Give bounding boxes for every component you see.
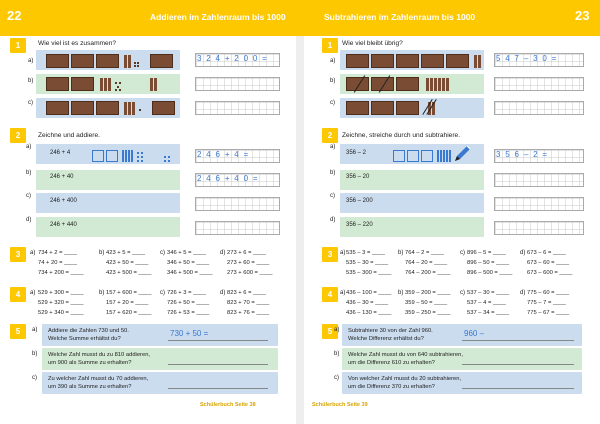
page-title-right: Subtrahieren im Zahlenraum bis 1000	[324, 12, 476, 22]
pen-icon	[452, 144, 472, 164]
answer-line[interactable]	[168, 364, 268, 365]
task-3b-label: b)	[99, 250, 105, 256]
task-4c-problems: 537 – 30 = ____ 537 – 4 = ____ 537 – 34 = ____	[467, 290, 510, 316]
page-number-right: 23	[575, 8, 590, 23]
book-gutter	[296, 36, 304, 424]
task-4a-problems: 529 + 300 = ____ 529 + 320 = ____ 529 + 340 = ____	[38, 290, 84, 316]
drawn-ten	[128, 150, 130, 162]
task-3d-problems: 273 + 6 = ____ 273 + 60 = ____ 273 + 600 = ____	[227, 250, 273, 276]
handwritten-answer: 960 –	[464, 329, 485, 338]
task-4-number: 4	[322, 287, 338, 302]
task-4c-problems: 726 + 3 = ____ 726 + 50 = ____ 726 + 53 = ____	[167, 290, 210, 316]
answer-line[interactable]	[462, 340, 574, 341]
task-5c-label: c)	[334, 375, 339, 381]
hundred-plate	[71, 101, 94, 115]
task-4a-label: a)	[340, 290, 346, 296]
handwritten-answer: 3 5 6 – 2 =	[496, 150, 549, 159]
task-4b-label: b)	[99, 290, 105, 296]
answer-grid[interactable]	[195, 221, 280, 235]
hundred-plate	[71, 77, 94, 91]
task-2d-expression: 356 – 220	[346, 222, 373, 228]
drawn-hundred	[421, 150, 433, 162]
answer-grid[interactable]	[195, 197, 280, 211]
hundred-plate	[152, 101, 175, 115]
drawn-hundred	[92, 150, 104, 162]
unit-cube	[137, 65, 139, 67]
hundred-plate	[396, 101, 419, 115]
drawn-ten	[125, 150, 127, 162]
task-3a-label: a)	[30, 250, 36, 256]
task-5c-label: c)	[32, 375, 37, 381]
task-5a-label: a)	[334, 327, 340, 333]
hundred-plate	[46, 101, 69, 115]
unit-cube	[139, 109, 141, 111]
task-2b-label: b)	[26, 170, 32, 176]
unit-cube	[115, 82, 117, 84]
unit-cube	[115, 89, 117, 91]
task-5a-text: Addiere die Zahlen 730 und 50. Welche Summe erhältst du?	[48, 328, 129, 342]
task-3c-label: c)	[160, 250, 165, 256]
hundred-plate	[150, 54, 173, 68]
ten-stick	[442, 78, 445, 91]
ten-stick	[108, 78, 111, 91]
ten-stick	[124, 102, 127, 115]
task-1b-label: b)	[330, 78, 336, 84]
hundred-plate	[396, 77, 419, 91]
drawn-ten	[449, 150, 451, 162]
task-3c-problems: 346 + 5 = ____ 346 + 50 = ____ 346 + 500 = ____	[167, 250, 213, 276]
ten-stick	[100, 78, 103, 91]
ten-stick	[128, 55, 131, 68]
hundred-plate	[446, 54, 469, 68]
task-4d-label: d)	[520, 290, 526, 296]
task-3d-label: d)	[520, 250, 526, 256]
task-3d-problems: 673 – 6 = ____ 673 – 60 = ____ 673 – 600 = ____	[527, 250, 573, 276]
answer-grid[interactable]	[494, 77, 584, 91]
drawn-ten	[131, 150, 133, 162]
answer-line[interactable]	[462, 388, 574, 389]
task-4d-label: d)	[220, 290, 226, 296]
task-2d-expression: 246 + 440	[50, 222, 77, 228]
ten-stick	[150, 78, 153, 91]
task-2b-row	[36, 170, 180, 190]
drawn-unit	[164, 156, 166, 158]
answer-line[interactable]	[168, 388, 268, 389]
header-bar	[0, 0, 600, 36]
ten-stick	[128, 102, 131, 115]
unit-cube	[134, 65, 136, 67]
ten-stick	[132, 102, 135, 115]
drawn-unit	[168, 160, 170, 162]
ten-stick	[446, 78, 449, 91]
task-3-number: 3	[10, 247, 26, 262]
task-5b-label: b)	[32, 351, 38, 357]
task-3a-problems: 734 + 2 = ____ 74 + 20 = ____ 734 + 200 = ____	[38, 250, 84, 276]
task-1-question: Wie viel bleibt übrig?	[342, 40, 403, 47]
task-1-number: 1	[322, 38, 338, 53]
task-5-number: 5	[10, 324, 26, 339]
page-title-left: Addieren im Zahlenraum bis 1000	[150, 12, 286, 22]
task-5c-text: Zu welcher Zahl musst du 70 addieren, um 390 als Summe zu erhalten?	[48, 376, 149, 390]
hundred-plate	[371, 54, 394, 68]
task-1b-label: b)	[28, 78, 34, 84]
task-4d-problems: 823 + 6 = ____ 823 + 70 = ____ 823 + 76 = ____	[227, 290, 270, 316]
handwritten-answer: 730 + 50 =	[170, 329, 209, 338]
ten-stick	[434, 78, 437, 91]
hundred-plate	[96, 101, 119, 115]
drawn-hundred	[106, 150, 118, 162]
handwritten-answer: 5 4 7 – 3 0 =	[496, 54, 558, 63]
task-3b-problems: 764 – 2 = ____ 764 – 20 = ____ 764 – 200 = ____	[405, 250, 451, 276]
task-4a-problems: 436 – 100 = ____ 436 – 30 = ____ 436 – 130 = ____	[346, 290, 392, 316]
drawn-hundred	[393, 150, 405, 162]
task-2-number: 2	[10, 128, 26, 143]
task-3c-problems: 896 – 5 = ____ 896 – 50 = ____ 896 – 500 = ____	[467, 250, 513, 276]
task-2d-label: d)	[330, 217, 336, 223]
task-4c-label: c)	[460, 290, 465, 296]
task-1c-label: c)	[28, 100, 33, 106]
hundred-plate	[371, 101, 394, 115]
hundred-plate	[46, 54, 69, 68]
task-3-number: 3	[322, 247, 338, 262]
task-2b-label: b)	[330, 170, 336, 176]
answer-grid[interactable]	[494, 101, 584, 115]
task-2d-label: d)	[26, 217, 32, 223]
hundred-plate	[346, 54, 369, 68]
answer-line[interactable]	[462, 364, 574, 365]
task-1a-label: a)	[28, 58, 34, 64]
task-2c-expression: 246 + 400	[50, 198, 77, 204]
task-1-question: Wie viel ist es zusammen?	[38, 40, 117, 47]
task-5c-text: Von welcher Zahl musst du 20 subtrahieren, um die Differenz 370 zu erhalten?	[348, 376, 462, 390]
drawn-unit	[137, 152, 139, 154]
ten-stick	[104, 78, 107, 91]
drawn-unit	[168, 156, 170, 158]
drawn-unit	[137, 156, 139, 158]
answer-grid[interactable]	[494, 173, 584, 187]
unit-cube	[117, 86, 119, 88]
task-3a-problems: 535 – 3 = ____ 535 – 30 = ____ 535 – 300 = ____	[346, 250, 392, 276]
task-4b-problems: 157 + 600 = ____ 157 + 20 = ____ 157 + 620 = ____	[106, 290, 152, 316]
task-4b-label: b)	[398, 290, 404, 296]
task-2b-expression: 246 + 40	[50, 174, 74, 180]
drawn-unit	[164, 160, 166, 162]
task-2a-label: a)	[330, 144, 336, 150]
ten-stick	[438, 78, 441, 91]
footer-reference: Schülerbuch Seite 39	[312, 402, 368, 408]
ten-stick	[154, 78, 157, 91]
task-3c-label: c)	[460, 250, 465, 256]
task-3b-problems: 423 + 5 = ____ 423 + 50 = ____ 423 + 500 = ____	[106, 250, 152, 276]
answer-grid[interactable]	[494, 221, 584, 235]
hundred-plate	[396, 54, 419, 68]
unit-cube	[119, 89, 121, 91]
ten-stick	[426, 78, 429, 91]
handwritten-answer: 3 2 4 + 2 0 0 =	[197, 54, 269, 63]
task-2-number: 2	[322, 128, 338, 143]
task-2-question: Zeichne, streiche durch und subtrahiere.	[342, 132, 461, 139]
unit-cube	[134, 62, 136, 64]
drawn-unit	[141, 152, 143, 154]
task-3d-label: d)	[220, 250, 226, 256]
task-5b-text: Welche Zahl musst du zu 810 addieren, um 900 als Summe zu erhalten?	[48, 352, 151, 366]
task-2b-row	[340, 170, 484, 190]
task-5a-text: Subtrahiere 30 von der Zahl 960. Welche Differenz erhältst du?	[348, 328, 433, 342]
drawn-ten	[122, 150, 124, 162]
footer-reference: Schülerbuch Seite 38	[200, 402, 256, 408]
page-number-left: 22	[7, 8, 22, 23]
hundred-plate	[46, 77, 69, 91]
task-5-number: 5	[322, 324, 338, 339]
unit-cube	[119, 82, 121, 84]
drawn-unit	[141, 156, 143, 158]
task-5b-text: Welche Zahl musst du von 640 subtrahieren, um die Differenz 610 zu erhalten?	[348, 352, 463, 366]
task-2a-expression: 246 + 4	[50, 150, 71, 156]
task-4a-label: a)	[30, 290, 36, 296]
drawn-ten	[440, 150, 442, 162]
task-4b-problems: 359 – 200 = ____ 359 – 50 = ____ 359 – 250 = ____	[405, 290, 451, 316]
task-2c-label: c)	[330, 193, 335, 199]
task-5b-label: b)	[334, 351, 340, 357]
hundred-plate	[346, 101, 369, 115]
task-5a-label: a)	[32, 327, 38, 333]
task-2c-label: c)	[26, 193, 31, 199]
task-4-number: 4	[10, 287, 26, 302]
task-2a-expression: 356 – 2	[346, 150, 367, 156]
answer-line[interactable]	[168, 340, 268, 341]
ten-stick	[474, 55, 477, 68]
task-1c-label: c)	[330, 100, 335, 106]
task-2b-expression: 356 – 20	[346, 174, 370, 180]
handwritten-answer: 2 4 6 + 4 =	[197, 150, 250, 159]
drawn-ten	[437, 150, 439, 162]
ten-stick	[478, 55, 481, 68]
task-1-number: 1	[10, 38, 26, 53]
task-2c-expression: 356 – 200	[346, 198, 373, 204]
hundred-plate	[71, 54, 94, 68]
handwritten-answer: 2 4 6 + 4 0 =	[197, 174, 259, 183]
task-4d-problems: 775 – 60 = ____ 775 – 7 = ____ 775 – 67 = ____	[527, 290, 570, 316]
drawn-ten	[443, 150, 445, 162]
drawn-unit	[137, 160, 139, 162]
ten-stick	[124, 55, 127, 68]
task-2a-label: a)	[26, 144, 32, 150]
drawn-unit	[141, 160, 143, 162]
hundred-plate	[96, 54, 119, 68]
hundred-plate	[421, 54, 444, 68]
task-1a-label: a)	[330, 58, 336, 64]
answer-grid[interactable]	[195, 77, 280, 91]
task-2-question: Zeichne und addiere.	[38, 132, 100, 139]
drawn-hundred	[407, 150, 419, 162]
task-3a-label: a)	[340, 250, 346, 256]
task-3b-label: b)	[398, 250, 404, 256]
ten-stick	[430, 78, 433, 91]
answer-grid[interactable]	[195, 101, 280, 115]
answer-grid[interactable]	[494, 197, 584, 211]
task-4c-label: c)	[160, 290, 165, 296]
unit-cube	[137, 62, 139, 64]
drawn-ten	[446, 150, 448, 162]
